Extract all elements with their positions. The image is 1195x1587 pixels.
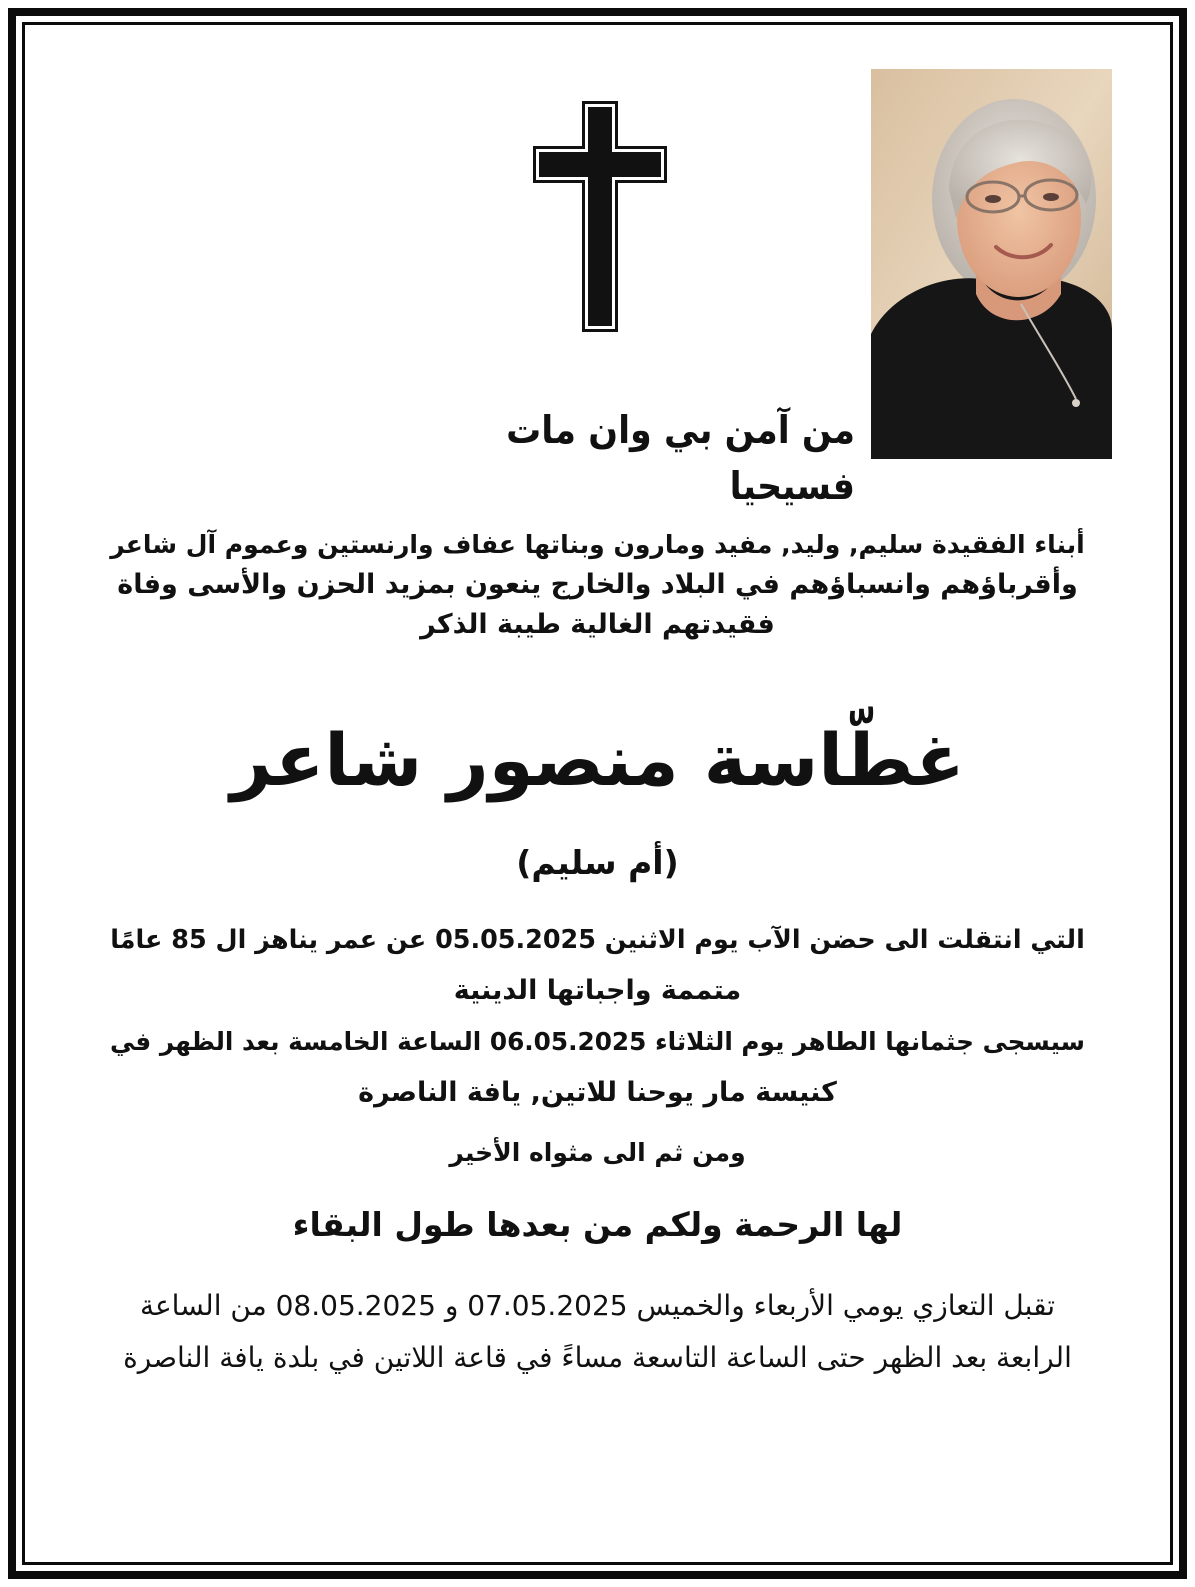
intro-line: وأقرباؤهم وانسباؤهم في البلاد والخارج ينعون بمزيد الحزن والأسى وفاة [117, 569, 1078, 600]
deceased-name: غطّاسة منصور شاعر [230, 718, 965, 802]
detail-line: سيسجى جثمانها الطاهر يوم الثلاثاء 06.05.2025 الساعة الخامسة بعد الظهر في [109, 1027, 1086, 1056]
condolence-line: تقبل التعازي يومي الأربعاء والخميس 07.05.2025 و 08.05.2025 من الساعة [139, 1289, 1056, 1322]
detail-line: كنيسة مار يوحنا للاتين, يافة الناصرة [358, 1077, 837, 1108]
detail-line: متممة واجباتها الدينية [453, 975, 742, 1006]
condolence-info [100, 1280, 1095, 1384]
mercy-line: لها الرحمة ولكم من بعدها طول البقاء [292, 1205, 903, 1244]
condolence-line: الرابعة بعد الظهر حتى الساعة التاسعة مساءً في قاعة اللاتين في بلدة يافة الناصرة [123, 1341, 1072, 1374]
detail-line: التي انتقلت الى حضن الآب يوم الاثنين 05.05.2025 عن عمر يناهز ال 85 عامًا [110, 924, 1085, 954]
intro-line: أبناء الفقيدة سليم, وليد, مفيد ومارون وبناتها عفاف وارنستين وعموم آل شاعر [110, 530, 1085, 559]
announcement-intro [100, 525, 1095, 645]
bible-quote: من آمن بي وان مات فسيحيا [506, 408, 855, 508]
intro-line: فقيدتهم الغالية طيبة الذكر [420, 609, 775, 640]
funeral-details [100, 914, 1095, 1118]
cross-icon [533, 101, 667, 332]
portrait-photo [871, 69, 1112, 459]
final-resting-line: ومن ثم الى مثواه الأخير [449, 1138, 746, 1167]
deceased-nickname: (أم سليم) [516, 843, 679, 882]
